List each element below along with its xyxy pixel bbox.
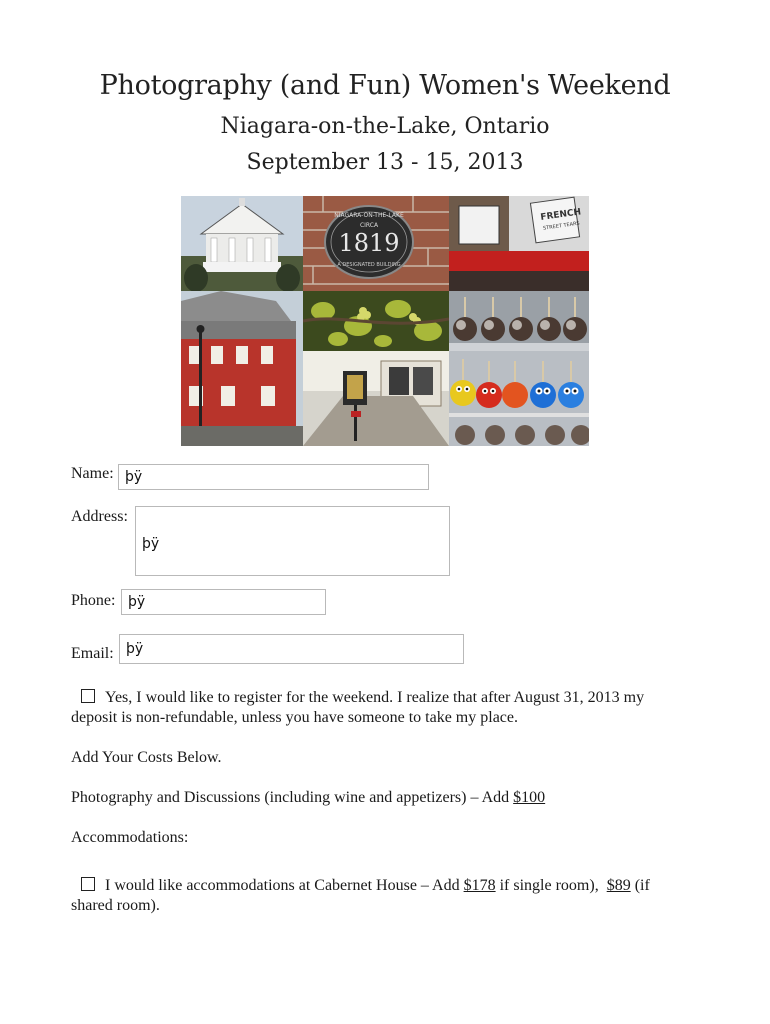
plaque-bottom-text: A DESIGNATED BUILDING — [337, 262, 401, 268]
email-value: þÿ — [126, 641, 144, 657]
photography-cost-text: Photography and Discussions (including wine and appetizers) – Add — [71, 789, 514, 806]
candy-apples-photo — [449, 291, 589, 351]
phone-input[interactable] — [121, 589, 326, 615]
email-label: Email: — [71, 645, 114, 662]
accommodations-heading: Accommodations: — [71, 829, 189, 846]
accom-text-4: shared room). — [71, 897, 160, 914]
historic-building-photo — [181, 291, 303, 446]
accom-text-1: I would like accommodations at Cabernet House – Add — [105, 877, 464, 894]
phone-value: þÿ — [128, 594, 146, 610]
street-photo — [303, 351, 449, 446]
register-checkbox[interactable] — [81, 689, 95, 703]
photography-cost-line — [71, 788, 691, 808]
vineyard-photo — [303, 291, 449, 351]
register-text-line1: Yes, I would like to register for the weekend. I realize that after August 31, 2013 my — [105, 689, 645, 706]
gazebo-photo — [181, 196, 303, 291]
page-title: Photography (and Fun) Women's Weekend — [99, 70, 671, 101]
register-text-line2: deposit is non-refundable, unless you have someone to take my place. — [71, 709, 518, 726]
address-value: þÿ — [142, 536, 160, 552]
accom-text-3: (if — [630, 877, 650, 894]
address-input[interactable] — [135, 506, 450, 576]
name-label: Name: — [71, 465, 114, 482]
sign-text: FRENCH — [539, 207, 582, 223]
accom-text-2: if single room), — [495, 877, 607, 894]
plaque-year-text: 1819 — [338, 229, 400, 257]
event-location: Niagara-on-the-Lake, Ontario — [220, 114, 550, 139]
accommodations-checkbox[interactable] — [81, 877, 95, 891]
storefront-photo — [449, 196, 589, 291]
register-paragraph — [71, 688, 691, 728]
photo-collage — [181, 196, 589, 446]
name-value: þÿ — [125, 469, 143, 485]
address-label: Address: — [71, 508, 128, 525]
sign-text-2: STREET TEARS — [542, 220, 581, 232]
accommodations-paragraph — [71, 876, 691, 916]
character-apples-photo — [449, 351, 589, 446]
plaque-circa-text: CIRCA — [359, 222, 379, 229]
event-dates: September 13 - 15, 2013 — [246, 150, 524, 175]
photography-price: $100 — [513, 789, 546, 806]
name-input[interactable] — [118, 464, 429, 490]
accom-shared-price: $89 — [606, 877, 631, 894]
email-input[interactable] — [119, 634, 464, 664]
plaque-photo — [303, 196, 449, 291]
costs-heading: Add Your Costs Below. — [71, 749, 222, 766]
phone-label: Phone: — [71, 592, 116, 609]
accom-single-price: $178 — [463, 877, 496, 894]
plaque-top-text: NIAGARA-ON-THE-LAKE — [334, 212, 404, 219]
